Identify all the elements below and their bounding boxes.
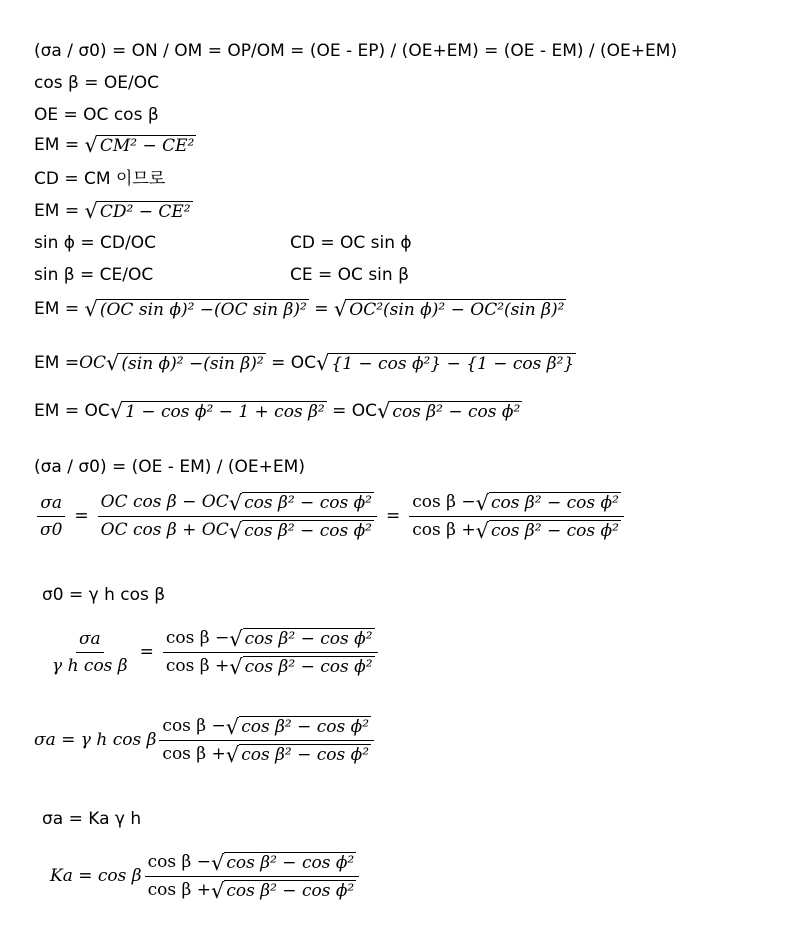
eq-line-8-left: sin β = CE/OC [34, 265, 154, 285]
eq-line-9 [34, 298, 566, 320]
eq-line-7-right: CD = OC sin ϕ [290, 233, 412, 253]
equals: = [314, 299, 329, 319]
frac-oc [98, 490, 377, 543]
denominator: cos β +√ cos β² − cos ϕ² [162, 742, 370, 767]
sqrt-1: √ (sin ϕ)² −(sin β)² [106, 351, 264, 375]
frac-left [49, 627, 131, 678]
eq-line-14: σa = Ka γ h [42, 809, 142, 829]
sqrt-2: √ {1 − cos ϕ²} − {1 − cos β²} [315, 351, 575, 375]
equals: = [386, 506, 401, 527]
oc: OC [79, 353, 107, 373]
sqrt-2: √ cos β² − cos ϕ² [377, 399, 521, 423]
sqrt: √ CD² − CE² [84, 199, 191, 223]
sqrt-1: √ (OC sin ϕ)² −(OC sin β)² [84, 297, 307, 321]
numerator: cos β −√ cos β² − cos ϕ² [145, 850, 360, 877]
equals-oc: = OC [332, 401, 378, 421]
eq-line-8-right: CE = OC sin β [290, 265, 409, 285]
numerator: OC cos β − OC√ cos β² − cos ϕ² [98, 490, 377, 517]
numerator: σa [76, 627, 104, 653]
radicand: OC²(sin ϕ)² − OC²(sin β)² [349, 299, 565, 320]
sqrt: √ CM² − CE² [84, 133, 195, 157]
equals: = [139, 642, 154, 663]
eq-line-1: (σa / σ0) = ON / OM = OP/OM = (OE - EP) / (OE+EM) = (OE - EM) / (OE+EM) [34, 41, 678, 61]
numerator: cos β −√ cos β² − cos ϕ² [163, 626, 378, 653]
denominator: cos β +√ cos β² − cos ϕ² [147, 878, 355, 903]
frac-right [159, 714, 374, 767]
eq-line-10 [34, 352, 576, 374]
sigma-a-expr: σa = γ h cos β [34, 730, 157, 751]
denominator: cos β +√ cos β² − cos ϕ² [165, 654, 373, 679]
denominator: OC cos β + OC√ cos β² − cos ϕ² [100, 518, 372, 543]
numerator: σa [37, 491, 65, 517]
fraction-block-1 [34, 490, 627, 543]
eq-line-4 [34, 134, 196, 156]
radicand: 1 − cos ϕ² − 1 + cos β² [125, 401, 325, 422]
fraction-block-2 [46, 626, 381, 679]
label: EM = OC [34, 401, 110, 421]
radicand: (OC sin ϕ)² −(OC sin β)² [99, 299, 307, 320]
radicand: cos β² − cos ϕ² [392, 401, 521, 422]
eq-line-6 [34, 200, 193, 222]
radicand: {1 − cos ϕ²} − {1 − cos β²} [331, 353, 575, 374]
frac-sigma-ratio [37, 491, 65, 542]
radicand: CD² − CE² [99, 201, 191, 222]
label: EM = [34, 299, 80, 319]
denominator: cos β +√ cos β² − cos ϕ² [412, 518, 619, 543]
fraction-block-4 [50, 850, 362, 903]
label: EM = [34, 201, 80, 221]
frac-right [145, 850, 360, 903]
equals-oc: = OC [271, 353, 316, 373]
eq-line-11 [34, 400, 522, 422]
label: EM = [34, 135, 80, 155]
frac-cos [409, 490, 624, 543]
numerator: cos β −√ cos β² − cos ϕ² [409, 490, 624, 517]
radicand: CM² − CE² [99, 135, 195, 156]
eq-line-13: σ0 = γ h cos β [42, 585, 166, 605]
frac-right [163, 626, 378, 679]
sqrt-1: √ 1 − cos ϕ² − 1 + cos β² [109, 399, 325, 423]
equals: = [74, 506, 89, 527]
numerator: cos β −√ cos β² − cos ϕ² [159, 714, 374, 741]
ka-expr: Ka = cos β [50, 866, 142, 887]
eq-line-2: cos β = OE/OC [34, 73, 160, 93]
eq-line-3: OE = OC cos β [34, 105, 159, 125]
fraction-block-3 [34, 714, 377, 767]
eq-line-7-left: sin ϕ = CD/OC [34, 233, 156, 253]
sqrt-2: √ OC²(sin ϕ)² − OC²(sin β)² [333, 297, 565, 321]
label: EM = [34, 353, 80, 373]
radicand: (sin ϕ)² −(sin β)² [121, 353, 264, 374]
denominator: γ h cos β [52, 655, 128, 676]
eq-line-12: (σa / σ0) = (OE - EM) / (OE+EM) [34, 457, 305, 477]
denominator: σ0 [40, 519, 63, 540]
eq-line-5: CD = CM 이므로 [34, 169, 166, 189]
